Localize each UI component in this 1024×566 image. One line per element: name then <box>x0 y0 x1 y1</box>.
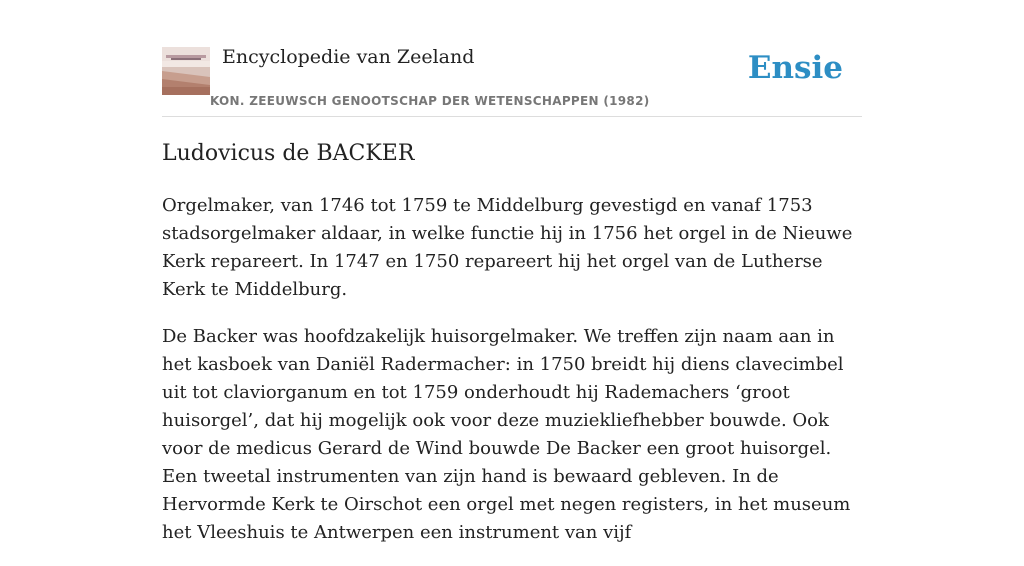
article-title: Ludovicus de BACKER <box>162 141 415 166</box>
ensie-logo-link[interactable]: Ensie <box>747 50 843 86</box>
book-cover-icon <box>162 47 210 95</box>
source-title[interactable]: Encyclopedie van Zeeland <box>222 46 475 68</box>
source-subtitle: KON. ZEEUWSCH GENOOTSCHAP DER WETENSCHAPPEN (1982) <box>210 94 650 108</box>
source-header <box>162 0 862 117</box>
article-paragraph: De Backer was hoofdzakelijk huisorgelmaker. We treffen zijn naam aan in het kasboek van Daniël Radermacher: in 1750 breidt hij diens clavecimbel uit tot claviorganum en tot 1759 onderhoudt hij Rademachers ‘groot huisorgel’, dat hij mogelijk ook voor deze muziekliefhebber bouwde. Ook voor de medicus Gerard de Wind bouwde De Backer een groot huisorgel. Een tweetal instrumenten van zijn hand is bewaard gebleven. In de Hervormde Kerk te Oirschot een orgel met negen registers, in het museum het Vleeshuis te Antwerpen een instrument van vijf <box>162 326 851 543</box>
source-avatar[interactable] <box>162 47 210 95</box>
article-paragraph: Orgelmaker, van 1746 tot 1759 te Middelburg gevestigd en vanaf 1753 stadsorgelmaker aldaar, in welke functie hij in 1756 het orgel in de Nieuwe Kerk repareert. In 1747 en 1750 repareert hij het orgel van de Lutherse Kerk te Middelburg. <box>162 195 853 300</box>
article-body <box>162 192 862 566</box>
page-container <box>162 0 862 543</box>
